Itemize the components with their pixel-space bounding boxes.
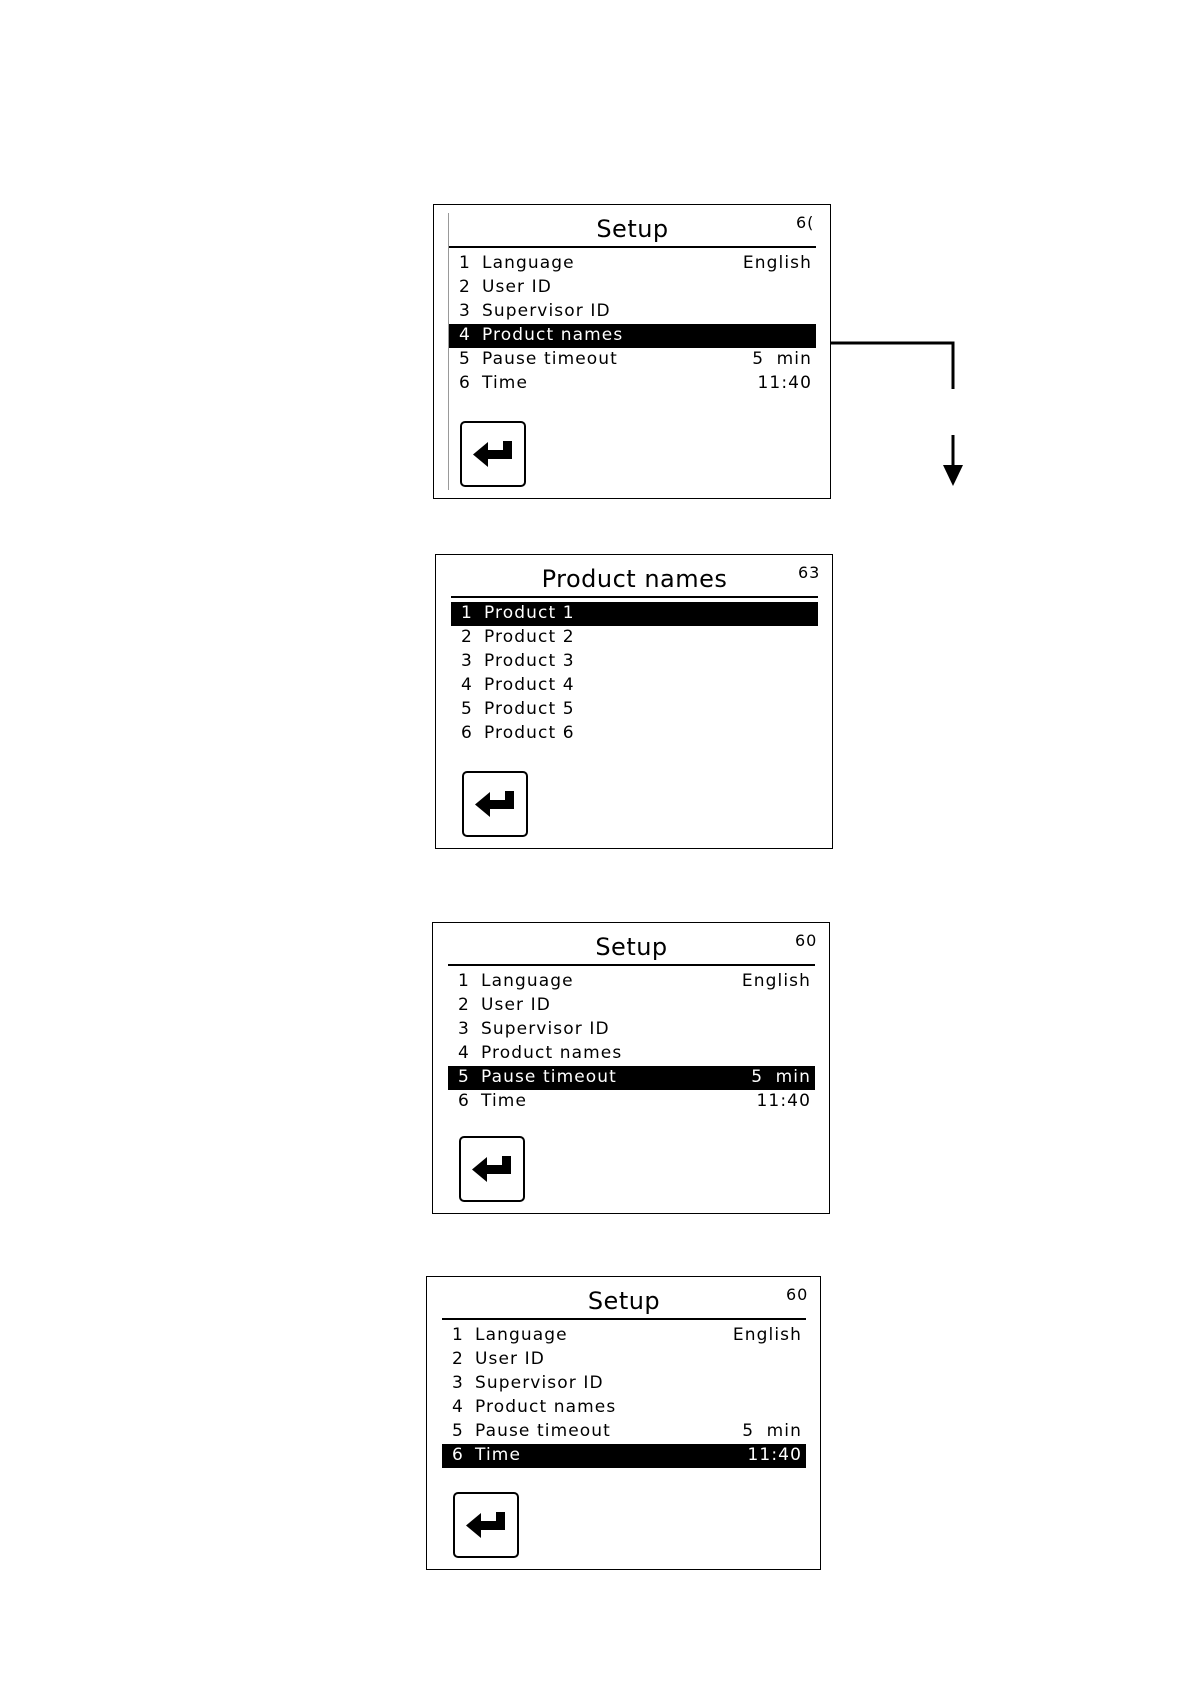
menu-item-time[interactable] — [449, 372, 816, 396]
item-value: 11:40 — [747, 1445, 802, 1465]
back-button[interactable] — [453, 1492, 519, 1558]
menu-item-supervisor-id[interactable] — [448, 1018, 815, 1042]
item-label: Product 5 — [484, 699, 575, 719]
title-divider — [449, 246, 816, 248]
item-label: Language — [481, 971, 574, 991]
item-label: Product 2 — [484, 627, 575, 647]
item-value: 5 min — [742, 1421, 802, 1441]
menu-item-pause-timeout[interactable] — [448, 1066, 815, 1090]
item-label: Pause timeout — [481, 1067, 617, 1087]
menu-item-supervisor-id[interactable] — [449, 300, 816, 324]
item-label: Product names — [475, 1397, 617, 1417]
back-button[interactable] — [462, 771, 528, 837]
return-arrow-icon — [464, 1509, 510, 1541]
setup-screen-time-selected — [426, 1276, 821, 1570]
menu-item-product-6[interactable] — [451, 722, 818, 746]
item-label: Language — [475, 1325, 568, 1345]
menu-item-product-5[interactable] — [451, 698, 818, 722]
item-number: 6 — [458, 1091, 470, 1111]
item-number: 1 — [452, 1325, 464, 1345]
item-number: 1 — [459, 253, 471, 273]
item-number: 5 — [458, 1067, 470, 1087]
screen-title: Setup — [595, 933, 668, 961]
menu-item-supervisor-id[interactable] — [442, 1372, 806, 1396]
item-number: 5 — [452, 1421, 464, 1441]
title-divider — [451, 596, 818, 598]
item-number: 5 — [461, 699, 473, 719]
item-value: 11:40 — [756, 1091, 811, 1111]
menu-item-product-1[interactable] — [451, 602, 818, 626]
item-label: Pause timeout — [475, 1421, 611, 1441]
setup-menu — [442, 1324, 806, 1468]
item-number: 5 — [459, 349, 471, 369]
setup-menu — [449, 252, 816, 396]
menu-item-pause-timeout[interactable] — [442, 1420, 806, 1444]
item-number: 3 — [458, 1019, 470, 1039]
screen-title: Setup — [587, 1287, 661, 1315]
item-number: 2 — [461, 627, 473, 647]
item-number: 4 — [461, 675, 473, 695]
setup-menu — [448, 970, 815, 1114]
menu-item-product-names[interactable] — [442, 1396, 806, 1420]
menu-item-pause-timeout[interactable] — [449, 348, 816, 372]
menu-item-language[interactable] — [448, 970, 815, 994]
item-value: 5 min — [751, 1067, 811, 1087]
item-label: Product names — [482, 325, 624, 345]
return-arrow-icon — [471, 438, 517, 470]
item-number: 2 — [458, 995, 470, 1015]
item-number: 2 — [452, 1349, 464, 1369]
item-number: 3 — [459, 301, 471, 321]
screen-code: 60 — [795, 931, 818, 950]
return-arrow-icon — [473, 788, 519, 820]
return-arrow-icon — [470, 1153, 516, 1185]
menu-item-product-3[interactable] — [451, 650, 818, 674]
menu-item-time[interactable] — [442, 1444, 806, 1468]
item-number: 3 — [461, 651, 473, 671]
product-names-menu — [451, 602, 818, 746]
menu-item-language[interactable] — [449, 252, 816, 276]
item-label: Product 1 — [484, 603, 575, 623]
item-number: 1 — [461, 603, 473, 623]
screen-code: 6( — [796, 213, 815, 232]
menu-item-user-id[interactable] — [442, 1348, 806, 1372]
item-value: 5 min — [752, 349, 812, 369]
item-label: Time — [482, 373, 529, 393]
item-label: User ID — [482, 277, 552, 297]
item-label: Time — [481, 1091, 528, 1111]
menu-item-product-names[interactable] — [449, 324, 816, 348]
menu-item-product-names[interactable] — [448, 1042, 815, 1066]
item-label: Pause timeout — [482, 349, 618, 369]
menu-item-user-id[interactable] — [448, 994, 815, 1018]
item-label: Language — [482, 253, 575, 273]
item-label: User ID — [475, 1349, 545, 1369]
item-number: 4 — [452, 1397, 464, 1417]
item-label: Supervisor ID — [481, 1019, 610, 1039]
title-divider — [448, 964, 815, 966]
menu-item-time[interactable] — [448, 1090, 815, 1114]
screen-code: 63 — [798, 563, 821, 582]
item-label: Supervisor ID — [475, 1373, 604, 1393]
down-arrow-icon — [943, 465, 963, 486]
item-label: Time — [475, 1445, 522, 1465]
item-number: 3 — [452, 1373, 464, 1393]
item-label: Product 3 — [484, 651, 575, 671]
menu-item-product-2[interactable] — [451, 626, 818, 650]
item-value: English — [732, 1325, 802, 1345]
item-number: 6 — [459, 373, 471, 393]
menu-item-language[interactable] — [442, 1324, 806, 1348]
connector-line — [831, 343, 953, 389]
item-value: English — [742, 253, 812, 273]
screen-title: Setup — [596, 215, 669, 243]
item-number: 2 — [459, 277, 471, 297]
item-value: 11:40 — [757, 373, 812, 393]
menu-item-product-4[interactable] — [451, 674, 818, 698]
item-label: Supervisor ID — [482, 301, 611, 321]
product-names-screen — [435, 554, 833, 849]
item-label: Product 4 — [484, 675, 575, 695]
back-button[interactable] — [459, 1136, 525, 1202]
back-button[interactable] — [460, 421, 526, 487]
title-divider — [442, 1318, 806, 1320]
screen-title: Product names — [541, 565, 728, 593]
item-number: 4 — [458, 1043, 470, 1063]
item-number: 6 — [452, 1445, 464, 1465]
setup-screen-product-names-selected — [433, 204, 831, 499]
item-label: Product 6 — [484, 723, 575, 743]
item-number: 1 — [458, 971, 470, 991]
item-label: Product names — [481, 1043, 623, 1063]
item-value: English — [741, 971, 811, 991]
item-number: 4 — [459, 325, 471, 345]
screen-code: 60 — [786, 1285, 809, 1304]
menu-item-user-id[interactable] — [449, 276, 816, 300]
setup-screen-pause-timeout-selected — [432, 922, 830, 1214]
item-label: User ID — [481, 995, 551, 1015]
item-number: 6 — [461, 723, 473, 743]
